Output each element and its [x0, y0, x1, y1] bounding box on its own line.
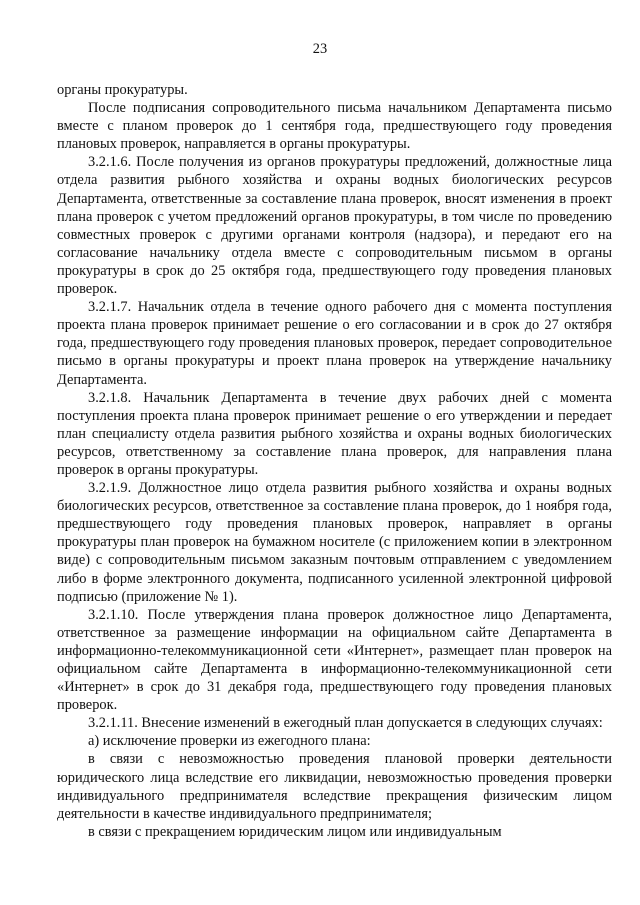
paragraph-3-2-1-9: 3.2.1.9. Должностное лицо отдела развития рыбного хозяйства и охраны водных биологических ресурсов, ответственное за составление плана проверок, до 1 ноября года, предшествующего году проведения плановых проверок, направляет в органы прокуратуры план проверок на бумажном носителе (с приложением копии в электронном виде) с сопроводительным письмом заказным почтовым отправлением с уведомлением либо в форме электронного документа, подписанного усиленной электронной цифровой подписью (приложение № 1). — [57, 480, 612, 605]
paragraph-3-2-1-8: 3.2.1.8. Начальник Департамента в течение двух рабочих дней с момента поступления проекта плана проверок принимает решение о его утверждении и передает план специалисту отдела развития рыбного хозяйства и охраны водных биологических ресурсов, ответственному за составление плана проверок, для направления плана проверок в органы прокуратуры. — [57, 389, 612, 478]
list-item-a: а) исключение проверки из ежегодного плана: — [88, 733, 371, 750]
paragraph-3-2-1-11: 3.2.1.11. Внесение изменений в ежегодный план допускается в следующих случаях: — [88, 715, 603, 732]
list-subitem-liquidation: в связи с невозможностью проведения плановой проверки деятельности юридического лица вследствие его ликвидации, невозможностью проведения проверки индивидуального предпринимателя вследствие прекращения физическим лицом деятельности в качестве индивидуального предпринимателя; — [57, 751, 612, 822]
paragraph-cover-letter: После подписания сопроводительного письма начальником Департамента письмо вместе с планом проверок до 1 сентября года, предшествующего году проведения плановых проверок, направляется в органы прокуратуры. — [57, 100, 612, 153]
paragraph-continuation: органы прокуратуры. — [57, 82, 188, 98]
paragraph-3-2-1-7: 3.2.1.7. Начальник отдела в течение одного рабочего дня с момента поступления проекта плана проверок принимает решение о его согласовании и в срок до 27 октября года, предшествующего году проведения плановых проверок, передает сопроводительное письмо в органы прокуратуры и проект плана проверок на утверждение начальнику Департамента. — [57, 299, 612, 388]
document-body — [57, 81, 612, 841]
paragraph-3-2-1-6: 3.2.1.6. После получения из органов прокуратуры предложений, должностные лица отдела развития рыбного хозяйства и охраны водных биологических ресурсов Департамента, ответственные за составление плана проверок, вносят изменения в проект плана проверок с учетом предложений органов прокуратуры, в том числе по проведению совместных проверок с другими органами контроля (надзора), и передают его на согласование начальнику отдела вместе с сопроводительным письмом в органы прокуратуры в срок до 25 октября года, предшествующего году проведения плановых проверок. — [57, 154, 612, 298]
page-number: 23 — [312, 41, 328, 57]
list-subitem-termination: в связи с прекращением юридическим лицом или индивидуальным — [88, 823, 502, 840]
paragraph-3-2-1-10: 3.2.1.10. После утверждения плана проверок должностное лицо Департамента, ответственное за размещение информации на официальном сайте Департамента в информационно-телекоммуникационной сети «Интернет», размещает план проверок на официальном сайте Департамента в информационно-телекоммуникационной сети «Интернет» в срок до 31 декабря года, предшествующего году проведения плановых проверок. — [57, 606, 612, 714]
